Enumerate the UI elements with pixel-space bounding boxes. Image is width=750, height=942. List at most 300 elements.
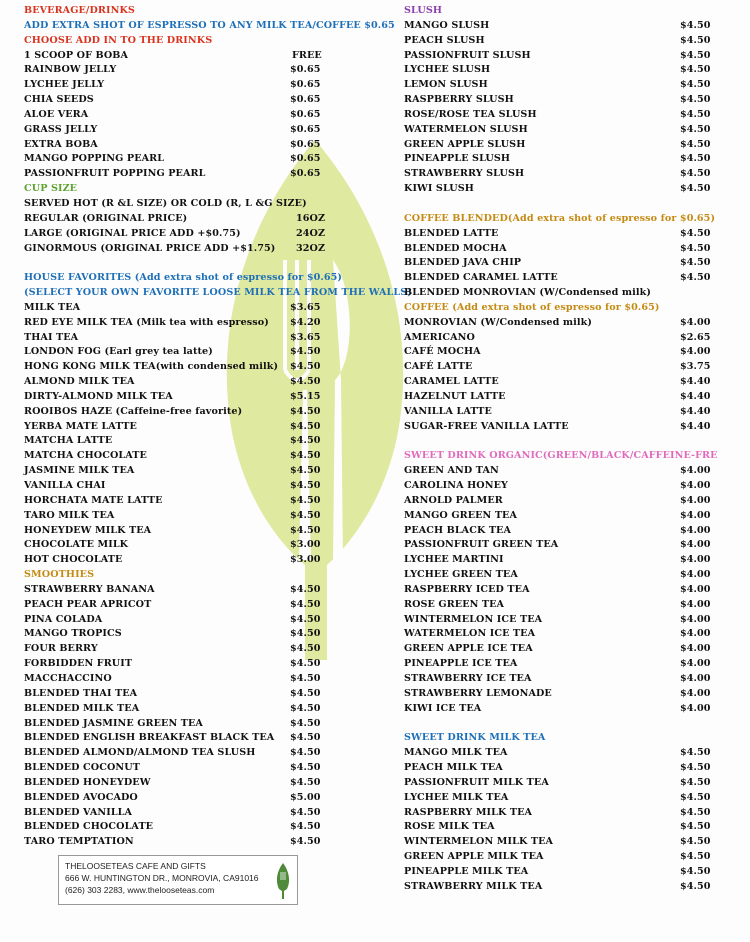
item-name: REGULAR (ORIGINAL PRICE) bbox=[24, 212, 188, 224]
menu-item-lychee-milk-tea bbox=[404, 791, 716, 806]
item-price: $0.65 bbox=[290, 94, 321, 106]
item-price: $4.50 bbox=[290, 435, 321, 447]
item-name: WINTERMELON ICE TEA bbox=[404, 613, 543, 625]
item-price: $4.50 bbox=[680, 851, 711, 863]
menu-item-rooibos-haze-caffeine-free-favorite bbox=[24, 405, 376, 420]
item-name: BLENDED COCONUT bbox=[24, 762, 140, 774]
store-contact: (626) 303 2283, www.thelooseteas.com bbox=[65, 885, 215, 895]
item-price: $3.00 bbox=[290, 539, 321, 551]
menu-item-almond-milk-tea bbox=[24, 375, 376, 390]
menu-item-caf-latte bbox=[404, 360, 716, 375]
store-address: 666 W. HUNTINGTON DR., MONROVIA, CA91016 bbox=[65, 873, 259, 883]
item-price: $4.50 bbox=[680, 836, 711, 848]
menu-item-passionfruit-green-tea bbox=[404, 538, 716, 553]
menu-item-blended-chocolate bbox=[24, 820, 376, 835]
item-name: 1 SCOOP OF BOBA bbox=[24, 49, 129, 61]
item-name: LEMON SLUSH bbox=[404, 79, 488, 91]
item-price: $3.75 bbox=[680, 361, 711, 373]
menu-item-raspberry-milk-tea bbox=[404, 806, 716, 821]
item-name: PINEAPPLE ICE TEA bbox=[404, 658, 518, 670]
item-price: $4.50 bbox=[290, 762, 321, 774]
item-name: VANILLA CHAI bbox=[24, 480, 106, 491]
item-name: FORBIDDEN FRUIT bbox=[24, 658, 133, 670]
item-price: $4.50 bbox=[290, 687, 321, 699]
item-price: $4.00 bbox=[680, 554, 711, 566]
item-price: $4.00 bbox=[680, 316, 711, 328]
menu-item-hazelnut-latte bbox=[404, 390, 716, 405]
menu-item-mango-slush bbox=[404, 19, 716, 34]
item-price: 24OZ bbox=[296, 227, 326, 239]
item-name: MATCHA LATTE bbox=[24, 435, 113, 447]
item-price: $4.50 bbox=[290, 658, 321, 670]
menu-item-strawberry-milk-tea bbox=[404, 880, 716, 895]
section-header-house-favorites-add-extra-shot-of-espres bbox=[24, 271, 376, 286]
item-name: HAZELNUT LATTE bbox=[404, 390, 506, 402]
item-name: CARAMEL LATTE bbox=[404, 376, 499, 388]
menu-item-watermelon-ice-tea bbox=[404, 627, 716, 642]
item-price: $4.00 bbox=[680, 346, 711, 358]
item-name: ROSE MILK TEA bbox=[404, 821, 495, 833]
menu-item-green-and-tan bbox=[404, 464, 716, 479]
item-name: PINA COLADA bbox=[24, 613, 103, 625]
menu-item-caf-mocha bbox=[404, 345, 716, 360]
menu-item-wintermelon-milk-tea bbox=[404, 835, 716, 850]
item-price: $4.50 bbox=[680, 19, 711, 31]
item-price: $4.00 bbox=[680, 480, 711, 491]
item-name: DIRTY-ALMOND MILK TEA bbox=[24, 390, 173, 402]
item-name: LARGE (ORIGINAL PRICE ADD +$0.75) bbox=[24, 227, 241, 239]
item-price: $4.50 bbox=[680, 94, 711, 106]
item-name: AMERICANO bbox=[404, 331, 475, 343]
item-name: ROSE/ROSE TEA SLUSH bbox=[404, 108, 537, 120]
menu-item-monrovian-w-condensed-milk bbox=[404, 316, 716, 331]
item-price: $4.00 bbox=[680, 658, 711, 670]
item-price: $4.50 bbox=[680, 108, 711, 120]
item-price: $4.50 bbox=[680, 153, 711, 165]
item-price: $4.50 bbox=[680, 791, 711, 803]
item-name: CHOCOLATE MILK bbox=[24, 539, 129, 551]
item-price: $4.00 bbox=[680, 598, 711, 610]
menu-item-arnold-palmer bbox=[404, 494, 716, 509]
leaf-logo-icon bbox=[275, 863, 291, 899]
item-price: $4.20 bbox=[290, 316, 321, 328]
item-price: $4.50 bbox=[290, 509, 321, 521]
item-name: HONEYDEW MILK TEA bbox=[24, 524, 152, 536]
item-price: FREE bbox=[292, 49, 322, 61]
item-price: $4.50 bbox=[290, 747, 321, 759]
item-price: $4.00 bbox=[680, 613, 711, 625]
item-name: LYCHEE MILK TEA bbox=[404, 791, 509, 803]
item-price: $4.50 bbox=[290, 643, 321, 655]
menu-item-hot-chocolate bbox=[24, 553, 376, 568]
item-price: $5.15 bbox=[290, 390, 321, 402]
item-price: $4.50 bbox=[290, 405, 321, 417]
menu-item-strawberry-slush bbox=[404, 167, 716, 182]
menu-item-blended-honeydew bbox=[24, 776, 376, 791]
menu-item-ginormous-original-price-add-1-75 bbox=[24, 242, 376, 257]
item-price: $4.50 bbox=[290, 361, 321, 373]
item-name: JASMINE MILK TEA bbox=[24, 465, 135, 477]
item-price: 16OZ bbox=[296, 212, 326, 224]
menu-item-hong-kong-milk-tea-with-condensed-milk bbox=[24, 360, 376, 375]
item-price: $4.50 bbox=[290, 702, 321, 714]
menu-item-peach-pear-apricot bbox=[24, 598, 376, 613]
item-name: CAROLINA HONEY bbox=[404, 480, 508, 491]
item-name: MANGO POPPING PEARL bbox=[24, 153, 165, 165]
item-name: PASSIONFRUIT GREEN TEA bbox=[404, 539, 559, 551]
item-name: TARO TEMPTATION bbox=[24, 836, 134, 848]
menu-item-blended-monrovian-w-condensed-milk bbox=[404, 286, 716, 301]
menu-item-blended-latte bbox=[404, 227, 716, 242]
section-title: HOUSE FAVORITES (Add extra shot of espresso for $0.65) bbox=[24, 272, 343, 284]
item-name: STRAWBERRY ICE TEA bbox=[404, 672, 532, 684]
item-name: ALOE VERA bbox=[24, 108, 89, 120]
item-name: GREEN AND TAN bbox=[404, 465, 499, 477]
item-price: $0.65 bbox=[290, 64, 321, 76]
item-name: BLENDED AVOCADO bbox=[24, 791, 138, 803]
menu-item-peach-slush bbox=[404, 34, 716, 49]
menu-item-honeydew-milk-tea bbox=[24, 524, 376, 539]
item-price: $4.40 bbox=[680, 405, 711, 417]
spacer bbox=[404, 434, 716, 449]
item-name: PEACH MILK TEA bbox=[404, 762, 503, 774]
menu-item-1-scoop-of-boba bbox=[24, 49, 376, 64]
item-name: ARNOLD PALMER bbox=[404, 494, 503, 506]
menu-item-pineapple-slush bbox=[404, 152, 716, 167]
item-price: $4.00 bbox=[680, 643, 711, 655]
menu-item-lychee-green-tea bbox=[404, 568, 716, 583]
item-price: $2.65 bbox=[680, 331, 711, 343]
item-name: PEACH PEAR APRICOT bbox=[24, 598, 152, 610]
menu-item-kiwi-slush bbox=[404, 182, 716, 197]
section-header-smoothies bbox=[24, 568, 376, 583]
menu-item-rainbow-jelly bbox=[24, 63, 376, 78]
section-title: SWEET DRINK MILK TEA bbox=[404, 732, 546, 744]
item-price: $4.00 bbox=[680, 702, 711, 714]
item-name: STRAWBERRY MILK TEA bbox=[404, 880, 543, 892]
item-name: RED EYE MILK TEA (Milk tea with espresso) bbox=[24, 316, 269, 328]
menu-item-blended-caramel-latte bbox=[404, 271, 716, 286]
store-info-box bbox=[58, 855, 298, 905]
menu-item-blended-java-chip bbox=[404, 256, 716, 271]
spacer bbox=[404, 197, 716, 212]
item-name: RASPBERRY SLUSH bbox=[404, 94, 514, 106]
item-price: $4.50 bbox=[680, 806, 711, 818]
item-price: $5.00 bbox=[290, 791, 321, 803]
item-price: $4.50 bbox=[680, 183, 711, 195]
section-title: SMOOTHIES bbox=[24, 569, 95, 581]
menu-item-milk-tea bbox=[24, 301, 376, 316]
item-name: LYCHEE JELLY bbox=[24, 79, 105, 91]
item-price: $0.65 bbox=[290, 123, 321, 135]
section-title: CHOOSE ADD IN TO THE DRINKS bbox=[24, 34, 213, 46]
item-price: $4.50 bbox=[290, 583, 321, 595]
section-header-cup-size bbox=[24, 182, 376, 197]
item-price: $0.65 bbox=[290, 138, 321, 150]
menu-item-matcha-chocolate bbox=[24, 449, 376, 464]
item-price: $4.50 bbox=[290, 776, 321, 788]
item-price: $4.50 bbox=[290, 346, 321, 358]
menu-item-lemon-slush bbox=[404, 78, 716, 93]
menu-item-wintermelon-ice-tea bbox=[404, 613, 716, 628]
item-price: $0.65 bbox=[290, 79, 321, 91]
menu-item-green-apple-slush bbox=[404, 138, 716, 153]
section-header-sweet-drink-organic-green-black-caffeine bbox=[404, 449, 716, 464]
menu-item-chia-seeds bbox=[24, 93, 376, 108]
item-name: BLENDED JASMINE GREEN TEA bbox=[24, 717, 203, 729]
section-title: SLUSH bbox=[404, 5, 443, 16]
item-price: 32OZ bbox=[296, 242, 326, 254]
item-price: $4.50 bbox=[680, 257, 711, 269]
item-price: $3.65 bbox=[290, 301, 321, 313]
menu-item-mango-popping-pearl bbox=[24, 152, 376, 167]
item-name: BLENDED THAI TEA bbox=[24, 687, 138, 699]
section-header-beverage-drinks bbox=[24, 4, 376, 19]
menu-item-raspberry-slush bbox=[404, 93, 716, 108]
section-title: BEVERAGE/DRINKS bbox=[24, 5, 135, 16]
menu-item-passionfruit-popping-pearl bbox=[24, 167, 376, 182]
item-name: MANGO GREEN TEA bbox=[404, 509, 518, 521]
item-price: $4.50 bbox=[290, 465, 321, 477]
item-price: $4.50 bbox=[290, 806, 321, 818]
item-price: $4.50 bbox=[290, 480, 321, 491]
menu-item-kiwi-ice-tea bbox=[404, 702, 716, 717]
item-name: BLENDED LATTE bbox=[404, 227, 499, 239]
menu-item-blended-jasmine-green-tea bbox=[24, 717, 376, 732]
item-price: $4.00 bbox=[680, 465, 711, 477]
item-price: $3.65 bbox=[290, 331, 321, 343]
item-price: $4.50 bbox=[680, 49, 711, 61]
item-price: $3.00 bbox=[290, 554, 321, 566]
item-price: $4.50 bbox=[290, 821, 321, 833]
menu-item-four-berry bbox=[24, 642, 376, 657]
item-price: $4.00 bbox=[680, 539, 711, 551]
item-price: $4.50 bbox=[680, 227, 711, 239]
item-name: MATCHA CHOCOLATE bbox=[24, 450, 147, 462]
menu-item-taro-temptation bbox=[24, 835, 376, 850]
spacer bbox=[24, 256, 376, 271]
item-price: $0.65 bbox=[290, 108, 321, 120]
item-price: $4.00 bbox=[680, 569, 711, 581]
item-name: LONDON FOG (Earl grey tea latte) bbox=[24, 346, 213, 358]
item-price: $4.50 bbox=[290, 598, 321, 610]
menu-item-blended-almond-almond-tea-slush bbox=[24, 746, 376, 761]
section-title: COFFEE (Add extra shot of espresso for $0.65) bbox=[404, 301, 660, 313]
item-name: ALMOND MILK TEA bbox=[24, 376, 135, 388]
item-name: HONG KONG MILK TEA(with condensed milk) bbox=[24, 361, 279, 373]
menu-item-blended-coconut bbox=[24, 761, 376, 776]
item-price: $4.50 bbox=[290, 420, 321, 432]
item-name: SERVED HOT (R &L SIZE) OR COLD (R, L &G SIZE) bbox=[24, 197, 307, 209]
menu-item-regular-original-price bbox=[24, 212, 376, 227]
menu-item-passionfruit-slush bbox=[404, 49, 716, 64]
menu-item-watermelon-slush bbox=[404, 123, 716, 138]
item-price: $0.65 bbox=[290, 153, 321, 165]
item-name: PEACH SLUSH bbox=[404, 34, 485, 46]
item-price: $4.00 bbox=[680, 672, 711, 684]
item-name: CAFÉ LATTE bbox=[404, 361, 473, 373]
item-price: $4.50 bbox=[290, 450, 321, 462]
item-name: BLENDED VANILLA bbox=[24, 806, 133, 818]
menu-item-peach-black-tea bbox=[404, 524, 716, 539]
menu-item-jasmine-milk-tea bbox=[24, 464, 376, 479]
store-name: THELOOSETEAS CAFE AND GIFTS bbox=[65, 861, 206, 871]
item-name: BLENDED MONROVIAN (W/Condensed milk) bbox=[404, 287, 652, 299]
menu-item-vanilla-chai bbox=[24, 479, 376, 494]
section-header-add-extra-shot-of-espresso-to-any-milk-t bbox=[24, 19, 395, 34]
item-name: RASPBERRY ICED TEA bbox=[404, 583, 530, 595]
menu-item-carolina-honey bbox=[404, 479, 716, 494]
item-name: BLENDED ENGLISH BREAKFAST BLACK TEA bbox=[24, 732, 275, 744]
item-price: $4.00 bbox=[680, 524, 711, 536]
item-price: $4.50 bbox=[680, 64, 711, 76]
menu-item-americano bbox=[404, 331, 716, 346]
item-name: STRAWBERRY LEMONADE bbox=[404, 687, 552, 699]
menu-item-sugar-free-vanilla-latte bbox=[404, 420, 716, 435]
item-price: $4.40 bbox=[680, 390, 711, 402]
item-name: MACCHACCINO bbox=[24, 672, 112, 684]
item-name: STRAWBERRY SLUSH bbox=[404, 168, 525, 180]
item-name: HOT CHOCOLATE bbox=[24, 554, 123, 566]
item-price: $4.00 bbox=[680, 687, 711, 699]
item-price: $4.00 bbox=[680, 509, 711, 521]
menu-item-green-apple-milk-tea bbox=[404, 850, 716, 865]
menu-item-taro-milk-tea bbox=[24, 509, 376, 524]
menu-item-chocolate-milk bbox=[24, 538, 376, 553]
menu-item-blended-english-breakfast-black-tea bbox=[24, 731, 376, 746]
item-name: HORCHATA MATE LATTE bbox=[24, 494, 163, 506]
menu-item-london-fog-earl-grey-tea-latte bbox=[24, 345, 376, 360]
item-price: $4.50 bbox=[680, 138, 711, 150]
menu-item-pineapple-ice-tea bbox=[404, 657, 716, 672]
item-price: $4.50 bbox=[290, 672, 321, 684]
item-price: $4.50 bbox=[680, 865, 711, 877]
item-price: $4.00 bbox=[680, 628, 711, 640]
item-price: $4.40 bbox=[680, 420, 711, 432]
item-name: THAI TEA bbox=[24, 331, 79, 343]
menu-item-mango-tropics bbox=[24, 627, 376, 642]
item-name: BLENDED JAVA CHIP bbox=[404, 257, 522, 269]
item-name: FOUR BERRY bbox=[24, 643, 98, 655]
spacer bbox=[404, 717, 716, 732]
item-name: LYCHEE GREEN TEA bbox=[404, 569, 518, 581]
item-name: MILK TEA bbox=[24, 301, 81, 313]
item-price: $4.50 bbox=[290, 524, 321, 536]
item-name: GINORMOUS (ORIGINAL PRICE ADD +$1.75) bbox=[24, 242, 276, 254]
menu-item-strawberry-banana bbox=[24, 583, 376, 598]
item-name: LYCHEE SLUSH bbox=[404, 64, 491, 76]
item-name: EXTRA BOBA bbox=[24, 138, 98, 150]
item-price: $0.65 bbox=[290, 168, 321, 180]
menu-item-pina-colada bbox=[24, 613, 376, 628]
item-name: PINEAPPLE MILK TEA bbox=[404, 865, 529, 877]
item-price: $4.40 bbox=[680, 376, 711, 388]
item-name: SUGAR-FREE VANILLA LATTE bbox=[404, 420, 569, 432]
menu-item-vanilla-latte bbox=[404, 405, 716, 420]
menu-item-caramel-latte bbox=[404, 375, 716, 390]
menu-item-red-eye-milk-tea-milk-tea-with-espresso bbox=[24, 316, 376, 331]
item-name: MANGO TROPICS bbox=[24, 628, 122, 640]
menu-item-large-original-price-add-0-75 bbox=[24, 227, 376, 242]
section-header-select-your-own-favorite-loose-milk-tea- bbox=[24, 286, 412, 301]
item-price: $4.00 bbox=[680, 583, 711, 595]
menu-item-pineapple-milk-tea bbox=[404, 865, 716, 880]
section-header-slush bbox=[404, 4, 716, 19]
item-name: STRAWBERRY BANANA bbox=[24, 583, 155, 595]
menu-item-matcha-latte bbox=[24, 434, 376, 449]
item-price: $4.50 bbox=[680, 747, 711, 759]
menu-item-strawberry-lemonade bbox=[404, 687, 716, 702]
item-price: $4.50 bbox=[680, 79, 711, 91]
item-name: RASPBERRY MILK TEA bbox=[404, 806, 533, 818]
item-name: CHIA SEEDS bbox=[24, 94, 94, 106]
item-name: PASSIONFRUIT POPPING PEARL bbox=[24, 168, 206, 180]
item-price: $4.50 bbox=[680, 34, 711, 46]
item-name: BLENDED ALMOND/ALMOND TEA SLUSH bbox=[24, 747, 256, 759]
item-name: GREEN APPLE SLUSH bbox=[404, 138, 526, 150]
menu-item-extra-boba bbox=[24, 138, 376, 153]
menu-item-blended-milk-tea bbox=[24, 702, 376, 717]
menu-item-aloe-vera bbox=[24, 108, 376, 123]
menu-item-blended-thai-tea bbox=[24, 687, 376, 702]
item-name: PEACH BLACK TEA bbox=[404, 524, 512, 536]
item-name: VANILLA LATTE bbox=[404, 405, 492, 417]
item-price: $4.50 bbox=[290, 494, 321, 506]
item-price: $4.00 bbox=[680, 494, 711, 506]
menu-item-thai-tea bbox=[24, 331, 376, 346]
item-name: GRASS JELLY bbox=[24, 123, 98, 135]
section-title: SWEET DRINK ORGANIC(GREEN/BLACK/CAFFEINE-FRE bbox=[404, 450, 718, 462]
menu-item-horchata-mate-latte bbox=[24, 494, 376, 509]
section-title: CUP SIZE bbox=[24, 183, 78, 195]
section-header-coffee-blended-add-extra-shot-of-espress bbox=[404, 212, 716, 227]
item-price: $4.50 bbox=[290, 613, 321, 625]
item-name: LYCHEE MARTINI bbox=[404, 554, 504, 566]
menu-item-macchaccino bbox=[24, 672, 376, 687]
item-name: YERBA MATE LATTE bbox=[24, 420, 137, 432]
item-name: WINTERMELON MILK TEA bbox=[404, 836, 554, 848]
item-name: MANGO SLUSH bbox=[404, 19, 490, 31]
item-name: KIWI ICE TEA bbox=[404, 702, 482, 714]
menu-item-lychee-martini bbox=[404, 553, 716, 568]
item-name: GREEN APPLE MILK TEA bbox=[404, 851, 544, 863]
menu-item-raspberry-iced-tea bbox=[404, 583, 716, 598]
menu-item-blended-mocha bbox=[404, 242, 716, 257]
item-name: MANGO MILK TEA bbox=[404, 747, 508, 759]
menu-item-blended-avocado bbox=[24, 791, 376, 806]
menu-item-lychee-slush bbox=[404, 63, 716, 78]
left-menu-column bbox=[24, 4, 412, 850]
item-name: CAFÉ MOCHA bbox=[404, 346, 481, 358]
item-price: $4.50 bbox=[680, 880, 711, 892]
item-name: KIWI SLUSH bbox=[404, 183, 474, 195]
item-price: $4.50 bbox=[290, 717, 321, 729]
menu-item-rose-green-tea bbox=[404, 598, 716, 613]
item-price: $4.50 bbox=[680, 776, 711, 788]
menu-item-passionfruit-milk-tea bbox=[404, 776, 716, 791]
menu-item-rose-rose-tea-slush bbox=[404, 108, 716, 123]
menu-item-forbidden-fruit bbox=[24, 657, 376, 672]
menu-item-rose-milk-tea bbox=[404, 820, 716, 835]
menu-item-grass-jelly bbox=[24, 123, 376, 138]
item-name: ROOIBOS HAZE (Caffeine-free favorite) bbox=[24, 405, 243, 417]
item-price: $4.50 bbox=[680, 123, 711, 135]
item-price: $4.50 bbox=[680, 168, 711, 180]
section-header-choose-add-in-to-the-drinks bbox=[24, 34, 376, 49]
item-name: BLENDED CHOCOLATE bbox=[24, 821, 154, 833]
item-price: $4.50 bbox=[680, 821, 711, 833]
item-name: BLENDED HONEYDEW bbox=[24, 776, 151, 788]
